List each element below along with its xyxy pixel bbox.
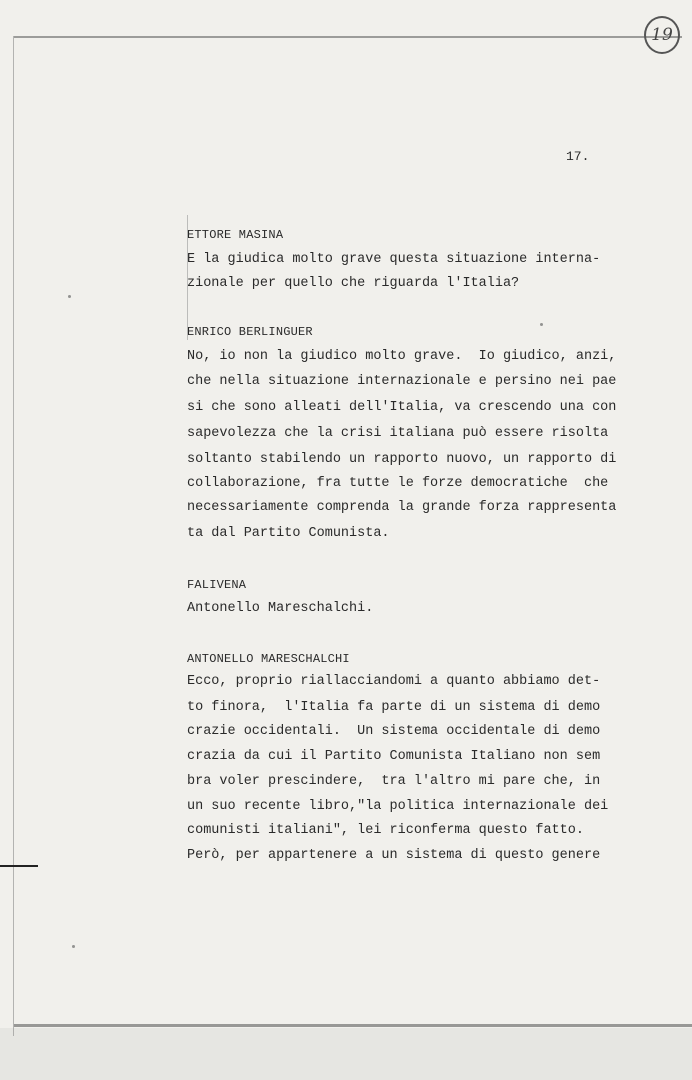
dialogue-line: comunisti italiani", lei riconferma questo fatto. <box>187 823 584 838</box>
page-number: 17. <box>566 149 590 164</box>
dialogue-line: ta dal Partito Comunista. <box>187 526 390 541</box>
dialogue-line: E la giudica molto grave questa situazione interna- <box>187 252 601 267</box>
speaker-name: FALIVENA <box>187 578 247 592</box>
speaker-name: ETTORE MASINA <box>187 228 284 242</box>
dialogue-line: crazie occidentali. Un sistema occidentale di demo <box>187 724 601 739</box>
scan-speck <box>540 323 543 326</box>
dialogue-line: to finora, l'Italia fa parte di un sistema di demo <box>187 700 601 715</box>
scan-speck <box>68 295 71 298</box>
speaker-name: ENRICO BERLINGUER <box>187 325 313 339</box>
margin-mark <box>0 865 38 867</box>
dialogue-line: Però, per appartenere a un sistema di questo genere <box>187 848 601 863</box>
dialogue-line: Antonello Mareschalchi. <box>187 601 374 616</box>
scan-speck <box>72 945 75 948</box>
dialogue-line: necessariamente comprenda la grande forza rappresenta <box>187 500 617 515</box>
dialogue-line: un suo recente libro,"la politica internazionale dei <box>187 799 609 814</box>
page-edge-left <box>13 36 14 1036</box>
dialogue-line: crazia da cui il Partito Comunista Italiano non sem <box>187 749 601 764</box>
dialogue-line: collaborazione, fra tutte le forze democratiche che <box>187 476 609 491</box>
dialogue-line: Ecco, proprio riallacciandomi a quanto abbiamo det- <box>187 674 601 689</box>
dialogue-line: No, io non la giudico molto grave. Io giudico, anzi, <box>187 349 617 364</box>
page-edge-top <box>14 36 682 38</box>
speaker-name: ANTONELLO MARESCHALCHI <box>187 652 350 666</box>
dialogue-line: sapevolezza che la crisi italiana può essere risolta <box>187 426 609 441</box>
dialogue-line: zionale per quello che riguarda l'Italia? <box>187 276 520 291</box>
dialogue-line: si che sono alleati dell'Italia, va crescendo una con <box>187 400 617 415</box>
dialogue-line: soltanto stabilendo un rapporto nuovo, un rapporto di <box>187 452 617 467</box>
scan-bottom-band <box>0 1028 692 1080</box>
dialogue-line: che nella situazione internazionale e persino nei pae <box>187 374 617 389</box>
page-stamp: 19 <box>644 16 680 54</box>
dialogue-line: bra voler prescindere, tra l'altro mi pare che, in <box>187 774 601 789</box>
page-edge-bottom <box>14 1024 692 1027</box>
